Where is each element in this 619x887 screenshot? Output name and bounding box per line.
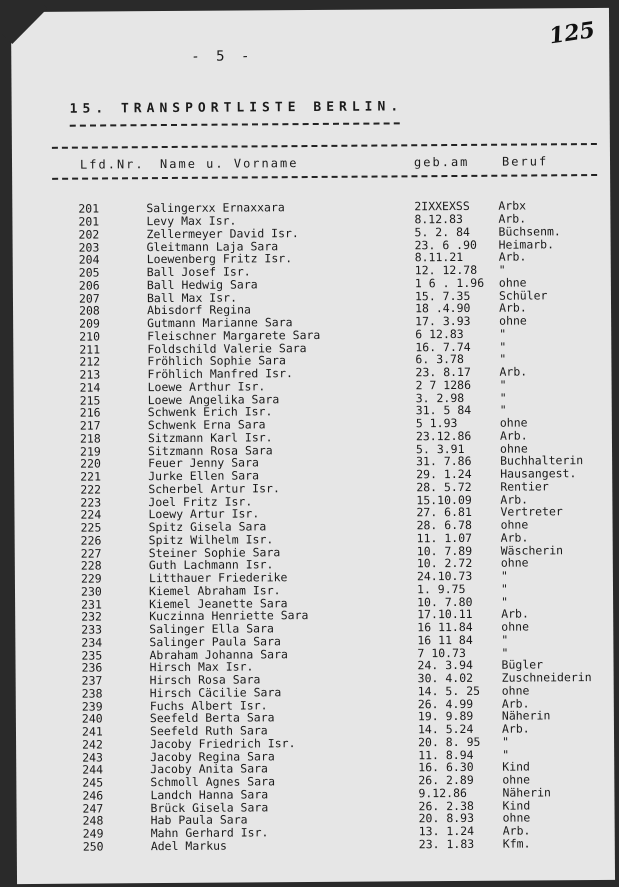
row-birthdate: 26. 2.89 xyxy=(418,772,474,788)
row-lfd: 240 xyxy=(81,711,103,726)
row-birthdate: 15.10.09 xyxy=(416,492,472,507)
row-birthdate: 23. 8.17 xyxy=(415,364,471,380)
row-name: Ball Josef Isr. xyxy=(146,264,251,280)
page-number: - 5 - xyxy=(191,48,254,65)
row-occupation: Näherin xyxy=(502,785,551,800)
row-lfd: 222 xyxy=(80,482,102,497)
row-occupation: Arb. xyxy=(500,491,529,507)
row-birthdate: 5. 3.91 xyxy=(415,441,465,456)
row-occupation: Büchsenm. xyxy=(498,224,561,239)
row-birthdate: 1 6 . 1.96 xyxy=(414,275,485,291)
row-occupation: " xyxy=(499,326,507,341)
row-occupation: Rentier xyxy=(500,479,549,494)
row-lfd: 224 xyxy=(80,507,102,522)
row-birthdate: 6 12.83 xyxy=(415,326,464,342)
row-birthdate: 16. 6.30 xyxy=(418,760,474,775)
row-lfd: 241 xyxy=(81,724,103,739)
row-occupation: Arb. xyxy=(498,249,527,264)
row-name: Ball Hedwig Sara xyxy=(146,277,258,292)
row-birthdate: 31. 5 84 xyxy=(415,403,472,418)
row-name: Gutmann Marianne Sara xyxy=(147,315,293,331)
row-occupation: " xyxy=(498,262,506,277)
row-name: Spitz Gisela Sara xyxy=(148,519,267,535)
row-name: Foldschild Valerie Sara xyxy=(147,340,307,356)
row-birthdate: 28. 5.72 xyxy=(416,479,472,495)
row-birthdate: 15. 7.35 xyxy=(414,288,471,303)
row-occupation: Kfm. xyxy=(502,836,531,851)
row-name: Litthauer Friederike xyxy=(148,570,288,586)
row-lfd: 243 xyxy=(82,749,103,765)
row-birthdate: 11. 1.07 xyxy=(416,530,473,546)
row-occupation: " xyxy=(499,390,507,405)
row-lfd: 233 xyxy=(81,622,103,637)
row-birthdate: 8.11.21 xyxy=(414,250,464,265)
row-lfd: 227 xyxy=(80,545,102,561)
row-name: Brück Gisela Sara xyxy=(150,799,269,815)
row-lfd: 250 xyxy=(82,839,104,854)
row-name: Fröhlich Sophie Sara xyxy=(147,353,286,369)
row-occupation: ohne xyxy=(500,517,529,532)
row-lfd: 201 xyxy=(78,214,100,229)
row-name: Feuer Jenny Sara xyxy=(148,455,259,471)
row-birthdate: 23. 6 .90 xyxy=(414,237,477,252)
row-name: Ball Max Isr. xyxy=(146,290,238,305)
row-lfd: 216 xyxy=(79,405,101,420)
row-birthdate: 11. 8.94 xyxy=(418,747,474,762)
row-lfd: 230 xyxy=(80,584,102,599)
row-occupation: Bügler xyxy=(501,657,544,672)
row-lfd: 246 xyxy=(82,788,104,803)
row-birthdate: 27. 6.81 xyxy=(416,505,472,520)
row-lfd: 218 xyxy=(79,431,101,446)
row-name: Guth Lachmann Isr. xyxy=(148,557,274,573)
row-occupation: Arb. xyxy=(500,530,529,545)
row-lfd: 245 xyxy=(82,775,104,790)
row-birthdate: 9.12.86 xyxy=(418,785,467,801)
row-birthdate: 24.10.73 xyxy=(416,568,473,584)
row-occupation: " xyxy=(500,581,508,596)
row-occupation: Buchhalterin xyxy=(500,453,584,468)
row-name: Sitzmann Rosa Sara xyxy=(147,442,273,458)
row-lfd: 249 xyxy=(82,826,104,841)
row-lfd: 204 xyxy=(78,252,100,267)
row-birthdate: 16 11.84 xyxy=(417,619,473,635)
row-birthdate: 5. 2. 84 xyxy=(414,224,470,240)
row-occupation: " xyxy=(502,734,510,749)
row-occupation: Zuschneiderin xyxy=(501,670,592,685)
row-lfd: 229 xyxy=(80,571,102,586)
row-occupation: Arb. xyxy=(499,364,528,379)
row-occupation: ohne xyxy=(502,772,531,787)
row-lfd: 207 xyxy=(78,290,100,306)
row-occupation: " xyxy=(501,645,509,660)
row-occupation: Arb. xyxy=(498,300,527,315)
row-birthdate: 6. 3.78 xyxy=(415,352,464,367)
row-occupation: ohne xyxy=(499,441,528,456)
row-occupation: ohne xyxy=(498,275,527,290)
row-occupation: ohne xyxy=(500,555,529,570)
document-page xyxy=(11,8,615,884)
row-name: Loewy Artur Isr. xyxy=(148,506,260,522)
title-underline xyxy=(70,122,400,126)
row-occupation: Vertreter xyxy=(500,504,563,519)
row-lfd: 221 xyxy=(80,469,102,484)
struck-name: Salingerxx Ernaxxara xyxy=(146,200,285,216)
row-birthdate: 23. 1.83 xyxy=(418,836,475,852)
row-occupation: ohne xyxy=(501,619,530,634)
row-name: Seefeld Ruth Sara xyxy=(149,723,268,739)
row-birthdate: 2 7 1286 xyxy=(415,377,472,393)
row-occupation: Schüler xyxy=(498,287,548,303)
row-occupation: Kind xyxy=(502,759,530,774)
row-occupation: " xyxy=(499,377,507,392)
row-lfd: 202 xyxy=(78,227,100,242)
row-occupation: Arb. xyxy=(498,211,527,226)
row-name: Landch Hanna Sara xyxy=(150,787,269,802)
row-lfd: 212 xyxy=(79,354,101,369)
row-occupation: " xyxy=(499,339,507,354)
row-birthdate: 28. 6.78 xyxy=(416,517,472,533)
row-name: Schwenk Erna Sara xyxy=(147,417,266,433)
row-occupation: " xyxy=(500,568,508,583)
header-rule-bottom xyxy=(52,174,597,180)
row-birthdate: 17. 3.93 xyxy=(415,313,471,329)
row-occupation: ohne xyxy=(499,415,528,430)
row-lfd: 217 xyxy=(79,418,101,433)
row-lfd: 247 xyxy=(82,800,104,816)
row-birthdate: 3. 2.98 xyxy=(415,390,465,405)
row-name: Salinger Ella Sara xyxy=(149,621,274,637)
row-birthdate: 17.10.11 xyxy=(417,607,473,622)
row-birthdate: 13. 1.24 xyxy=(418,823,475,839)
row-name: Kiemel Jeanette Sara xyxy=(149,595,288,611)
row-name: Loewe Angelika Sara xyxy=(147,391,280,407)
row-occupation: Arb. xyxy=(502,823,531,838)
row-name: Abisdorf Regina xyxy=(147,302,251,318)
row-occupation: ohne xyxy=(501,683,530,698)
row-occupation: Arb. xyxy=(499,428,528,443)
row-birthdate: 20. 8. 95 xyxy=(418,734,481,750)
row-birthdate: 1. 9.75 xyxy=(416,581,466,597)
header-name: Name u. Vorname xyxy=(159,156,299,172)
row-lfd: 226 xyxy=(80,533,102,548)
row-occupation: ohne xyxy=(502,810,531,825)
row-name: Jacoby Anita Sara xyxy=(150,761,269,777)
row-birthdate: 29. 1.24 xyxy=(416,466,472,482)
row-lfd: 234 xyxy=(81,635,103,650)
row-name: Loewe Arthur Isr. xyxy=(147,379,266,394)
row-name: Joel Fritz Isr. xyxy=(148,493,253,509)
row-birthdate: 19. 9.89 xyxy=(417,709,474,724)
struck-beruf: Arbx xyxy=(498,198,527,213)
row-name: Adel Markus xyxy=(150,838,228,853)
row-name: Fuchs Albert Isr. xyxy=(149,697,268,713)
header-lfd: Lfd.Nr. xyxy=(79,157,145,172)
row-occupation: " xyxy=(502,747,510,762)
row-birthdate: 5 1.93 xyxy=(415,415,458,431)
row-birthdate: 18 .4.90 xyxy=(414,301,471,316)
row-birthdate: 16. 7.74 xyxy=(415,339,471,354)
header-geb: geb.am xyxy=(413,154,470,170)
row-lfd: 219 xyxy=(79,443,101,459)
row-occupation: " xyxy=(501,632,509,647)
row-name: Sitzmann Karl Isr. xyxy=(147,430,273,445)
row-birthdate: 12. 12.78 xyxy=(414,262,478,278)
row-lfd: 203 xyxy=(78,239,100,255)
row-lfd: 205 xyxy=(78,265,100,280)
row-birthdate: 14. 5.24 xyxy=(417,721,474,737)
row-name: Fröhlich Manfred Isr. xyxy=(147,366,293,382)
row-birthdate: 26. 2.38 xyxy=(418,798,474,813)
row-lfd: 244 xyxy=(82,762,104,777)
row-birthdate: 26. 4.99 xyxy=(417,696,474,711)
row-name: Seefeld Berta Sara xyxy=(149,710,275,726)
row-name: Jacoby Friedrich Isr. xyxy=(150,735,296,751)
row-occupation: " xyxy=(501,594,509,609)
transport-list xyxy=(12,198,610,854)
row-name: Kuczinna Henriette Sara xyxy=(149,608,309,624)
row-name: Hirsch Rosa Sara xyxy=(149,672,261,688)
row-occupation: Heimarb. xyxy=(498,236,555,252)
row-occupation: " xyxy=(499,351,507,366)
row-lfd: 208 xyxy=(79,303,100,318)
row-name: Fleischner Margarete Sara xyxy=(147,327,321,343)
row-name: Mahn Gerhard Isr. xyxy=(150,825,269,841)
row-lfd: 232 xyxy=(81,609,103,624)
row-birthdate: 7 10.73 xyxy=(417,645,466,660)
row-occupation: ohne xyxy=(499,313,527,328)
row-occupation: Arb. xyxy=(501,695,530,711)
row-occupation: " xyxy=(499,402,507,417)
row-birthdate: 24. 3.94 xyxy=(417,658,473,673)
row-lfd: 223 xyxy=(80,494,102,510)
row-lfd: 211 xyxy=(79,341,101,357)
header-beruf: Beruf xyxy=(501,154,549,169)
row-lfd: 220 xyxy=(80,456,101,471)
row-birthdate: 20. 8.93 xyxy=(418,811,475,826)
row-name: Hirsch Max Isr. xyxy=(149,659,254,675)
struck-lfd: 201 xyxy=(78,201,100,216)
row-birthdate: 10. 7.89 xyxy=(416,543,473,558)
row-occupation: Kind xyxy=(502,797,531,813)
row-name: Steiner Sophie Sara xyxy=(148,544,281,560)
row-lfd: 239 xyxy=(81,698,103,714)
row-name: Schmoll Agnes Sara xyxy=(150,774,276,790)
row-birthdate: 14. 5. 25 xyxy=(417,683,481,699)
row-lfd: 236 xyxy=(81,660,103,675)
row-birthdate: 23.12.86 xyxy=(415,428,472,444)
header-rule-top xyxy=(52,143,597,149)
row-occupation: Näherin xyxy=(501,708,551,723)
row-occupation: Arb. xyxy=(501,721,530,736)
row-lfd: 225 xyxy=(80,520,102,535)
row-lfd: 231 xyxy=(81,596,102,612)
row-occupation: Wäscherin xyxy=(500,542,564,558)
row-name: Scherbel Artur Isr. xyxy=(148,480,280,496)
struck-geb: 2IXXEXSS xyxy=(414,198,470,214)
row-name: Loewenberg Fritz Isr. xyxy=(146,251,293,267)
folio-number: 125 xyxy=(547,16,597,50)
row-name: Hab Paula Sara xyxy=(150,812,248,828)
row-lfd: 242 xyxy=(82,737,103,752)
row-lfd: 238 xyxy=(81,686,103,701)
row-lfd: 228 xyxy=(80,558,102,573)
row-name: Hirsch Cäcilie Sara xyxy=(149,684,282,700)
row-lfd: 209 xyxy=(79,316,100,331)
row-name: Spitz Wilhelm Isr. xyxy=(148,532,274,547)
row-name: Abraham Johanna Sara xyxy=(149,646,288,662)
row-lfd: 206 xyxy=(78,278,100,293)
row-name: Kiemel Abraham Isr. xyxy=(148,582,281,598)
row-name: Zellermeyer David Isr. xyxy=(146,225,299,241)
row-occupation: Arb. xyxy=(501,606,529,621)
row-lfd: 235 xyxy=(81,647,103,663)
row-birthdate: 30. 4.02 xyxy=(417,670,474,686)
row-name: Schwenk Erich Isr. xyxy=(147,404,273,420)
row-name: Levy Max Isr. xyxy=(146,213,237,229)
row-birthdate: 31. 7.86 xyxy=(416,454,472,469)
row-birthdate: 8.12.83 xyxy=(414,211,463,227)
row-birthdate: 10. 2.72 xyxy=(416,556,473,571)
row-name: Gleitmann Laja Sara xyxy=(146,238,279,254)
row-lfd: 237 xyxy=(81,673,103,688)
row-name: Salinger Paula Sara xyxy=(149,633,281,649)
row-lfd: 213 xyxy=(79,367,101,382)
page-title: 15. TRANSPORTLISTE BERLIN. xyxy=(69,99,404,117)
row-lfd: 210 xyxy=(79,329,101,344)
row-name: Jurke Ellen Sara xyxy=(148,468,260,484)
row-occupation: Hausangest. xyxy=(500,466,577,481)
row-birthdate: 10. 7.80 xyxy=(417,594,473,609)
row-name: Jacoby Regina Sara xyxy=(150,748,275,764)
row-lfd: 215 xyxy=(79,392,101,408)
row-lfd: 248 xyxy=(82,813,104,828)
row-lfd: 214 xyxy=(79,380,101,395)
row-birthdate: 16 11 84 xyxy=(417,632,473,648)
